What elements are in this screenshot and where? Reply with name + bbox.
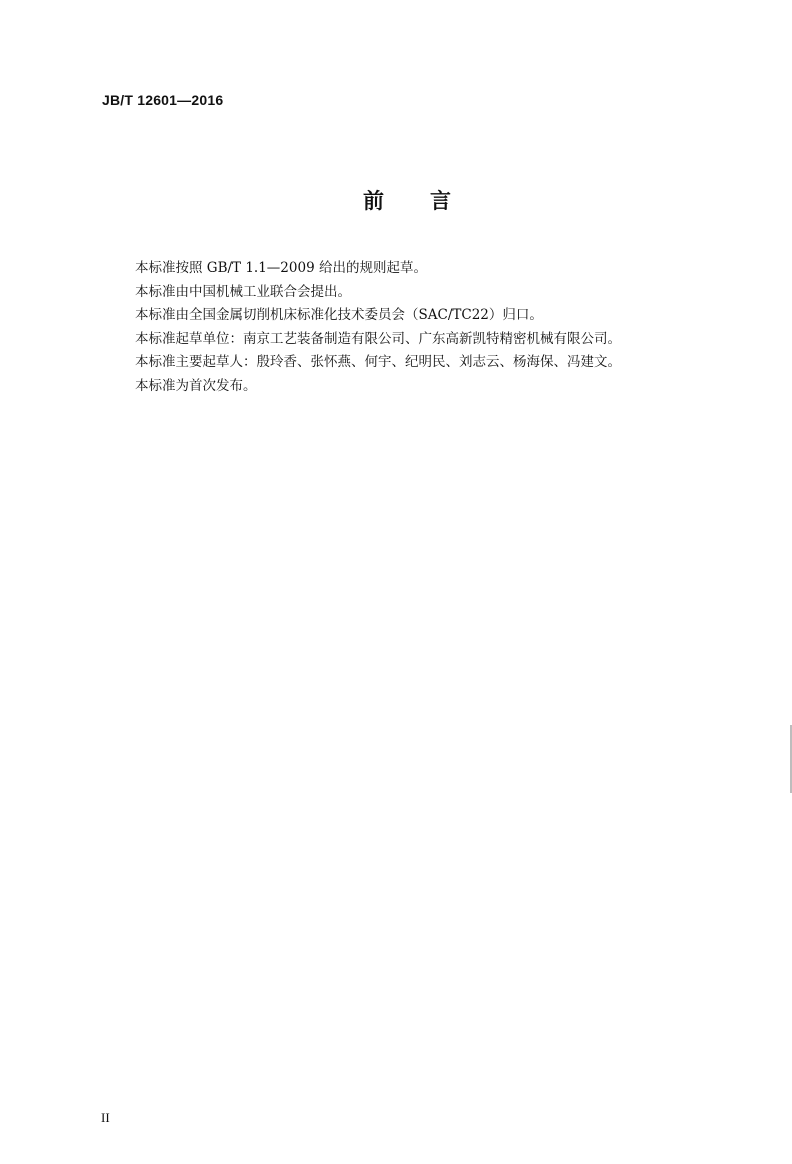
- standard-code-header: JB/T 12601—2016: [102, 92, 224, 108]
- paragraph-drafting-units: 本标准起草单位：南京工艺装备制造有限公司、广东高新凯特精密机械有限公司。: [135, 330, 621, 347]
- page-number: II: [101, 1110, 110, 1125]
- paragraph-committee: 本标准由全国金属切削机床标准化技术委员会（SAC/TC22）归口。: [135, 307, 543, 324]
- paragraph-drafting-rules: 本标准按照 GB/T 1.1—2009 给出的规则起草。: [135, 260, 427, 276]
- paragraph-proposer: 本标准由中国机械工业联合会提出。: [135, 283, 351, 300]
- page-title: 前言: [363, 189, 497, 213]
- paragraph-first-release: 本标准为首次发布。: [135, 377, 257, 394]
- paragraph-drafters: 本标准主要起草人：殷玲香、张怀燕、何宇、纪明民、刘志云、杨海保、冯建文。: [135, 354, 621, 371]
- foreword-body: [135, 257, 695, 399]
